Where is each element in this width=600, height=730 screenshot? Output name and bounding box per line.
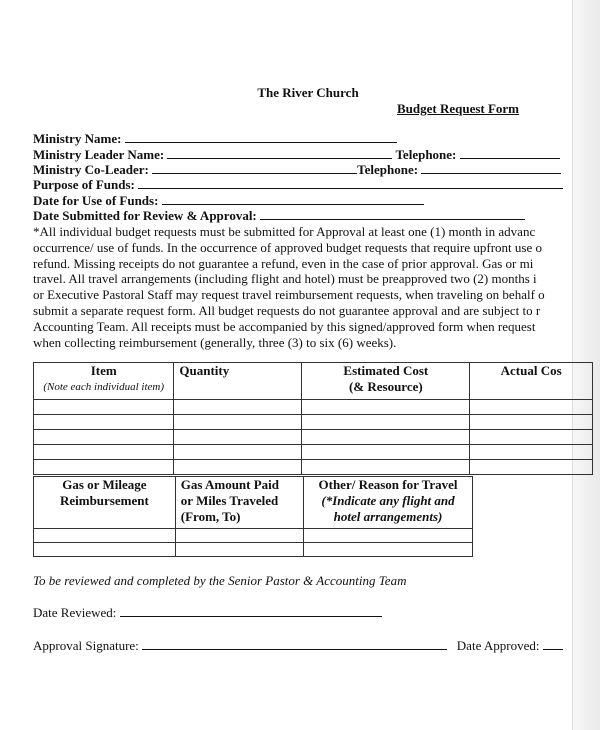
form-title: Budget Request Form <box>396 101 520 116</box>
budget-items-table <box>33 362 593 475</box>
date-submitted-blank[interactable] <box>260 209 525 220</box>
date-reviewed-row <box>33 605 382 621</box>
gas-mileage-line1: Gas or Mileage <box>62 477 147 492</box>
table-cell[interactable] <box>34 460 174 475</box>
date-submitted-label: Date Submitted for Review & Approval: <box>33 208 257 223</box>
gas-mileage-header <box>34 477 176 529</box>
purpose-label: Purpose of Funds: <box>33 177 135 192</box>
table-cell[interactable] <box>302 445 470 460</box>
ministry-leader-blank[interactable] <box>167 148 392 159</box>
telephone-label: Telephone: <box>395 147 457 162</box>
table-cell[interactable] <box>470 400 593 415</box>
table-cell[interactable] <box>174 415 302 430</box>
table-cell[interactable] <box>302 460 470 475</box>
gas-amount-line1: Gas Amount Paid <box>180 477 280 492</box>
table-cell[interactable] <box>304 543 473 557</box>
telephone-blank[interactable] <box>460 148 560 159</box>
reason-travel-line3: hotel arrangements) <box>333 509 443 524</box>
instruction-line: occurrence/ use of funds. In the occurrence of approved budget requests that require upfront use o <box>33 239 542 255</box>
table-cell[interactable] <box>34 430 174 445</box>
ministry-name-blank[interactable] <box>125 132 397 143</box>
gas-amount-line2: or Miles Traveled <box>180 493 279 508</box>
ministry-leader-row <box>33 147 560 163</box>
quantity-header: Quantity <box>174 363 302 400</box>
table-cell[interactable] <box>34 445 174 460</box>
approval-signature-label: Approval Signature: <box>33 638 139 653</box>
co-leader-row <box>33 162 561 178</box>
date-approved-blank[interactable] <box>543 639 563 650</box>
instructions-paragraph <box>33 224 573 350</box>
table-cell[interactable] <box>174 400 302 415</box>
telephone2-label: Telephone: <box>357 162 419 177</box>
table-cell[interactable] <box>34 415 174 430</box>
ministry-name-row <box>33 131 397 147</box>
table-cell[interactable] <box>470 415 593 430</box>
instruction-line: Accounting Team. All receipts must be accompanied by this signed/approved form when request <box>33 318 536 334</box>
instruction-line: or Executive Pastoral Staff may request travel reimbursement requests, when traveling on behalf o <box>33 287 545 303</box>
date-submitted-row <box>33 208 525 224</box>
item-header-label: Item <box>90 363 117 378</box>
ministry-leader-label: Ministry Leader Name: <box>33 147 165 162</box>
table-cell[interactable] <box>34 400 174 415</box>
actual-cost-header: Actual Cos <box>470 363 593 400</box>
gas-amount-line3: (From, To) <box>180 509 241 524</box>
table-cell[interactable] <box>34 529 176 543</box>
table-cell[interactable] <box>470 430 593 445</box>
co-leader-label: Ministry Co-Leader: <box>33 162 149 177</box>
gas-amount-header <box>175 477 303 529</box>
approval-signature-blank[interactable] <box>142 639 447 650</box>
travel-reimbursement-table <box>33 476 473 557</box>
date-reviewed-blank[interactable] <box>120 606 382 617</box>
table-cell[interactable] <box>302 430 470 445</box>
date-for-use-blank[interactable] <box>162 194 424 205</box>
approval-row <box>33 638 563 654</box>
table-cell[interactable] <box>470 460 593 475</box>
date-reviewed-label: Date Reviewed: <box>33 605 117 620</box>
estimated-cost-sub: (& Resource) <box>348 379 423 394</box>
table-cell[interactable] <box>174 430 302 445</box>
item-header <box>34 363 174 400</box>
table-cell[interactable] <box>175 543 303 557</box>
church-name: The River Church <box>257 85 359 100</box>
table-cell[interactable] <box>174 460 302 475</box>
purpose-blank[interactable] <box>138 178 563 189</box>
table-cell[interactable] <box>174 445 302 460</box>
reason-travel-header <box>304 477 473 529</box>
instruction-line: refund. Missing receipts do not guarantee a refund, even in the case of prior approval. Gas or mi <box>33 255 534 271</box>
table-cell[interactable] <box>34 543 176 557</box>
instruction-line: *All individual budget requests must be submitted for Approval at least one (1) month in advanc <box>33 224 536 239</box>
date-approved-label: Date Approved: <box>456 638 540 653</box>
table-cell[interactable] <box>175 529 303 543</box>
gas-mileage-line2: Reimbursement <box>59 493 149 508</box>
reason-travel-line1: Other/ Reason for Travel <box>318 477 458 492</box>
instruction-line: travel. All travel arrangements (including flight and hotel) must be preapproved two (2) months i <box>33 271 537 287</box>
reason-travel-line2: (*Indicate any flight and <box>321 493 455 508</box>
purpose-row <box>33 177 563 193</box>
co-leader-blank[interactable] <box>152 163 357 174</box>
table-cell[interactable] <box>302 400 470 415</box>
estimated-cost-label: Estimated Cost <box>343 363 429 378</box>
instruction-line: when collecting reimbursement (generally, three (3) to six (6) weeks). <box>33 334 397 350</box>
estimated-cost-header <box>302 363 470 400</box>
date-for-use-row <box>33 193 424 209</box>
table-cell[interactable] <box>302 415 470 430</box>
review-note: To be reviewed and completed by the Senior Pastor & Accounting Team <box>33 573 407 588</box>
table-cell[interactable] <box>470 445 593 460</box>
ministry-name-label: Ministry Name: <box>33 131 122 146</box>
instruction-line: submit a separate request form. All budget requests do not guarantee approval and are subject to r <box>33 302 541 318</box>
date-for-use-label: Date for Use of Funds: <box>33 193 159 208</box>
item-header-note: (Note each individual item) <box>43 381 165 393</box>
table-cell[interactable] <box>304 529 473 543</box>
telephone2-blank[interactable] <box>421 163 561 174</box>
